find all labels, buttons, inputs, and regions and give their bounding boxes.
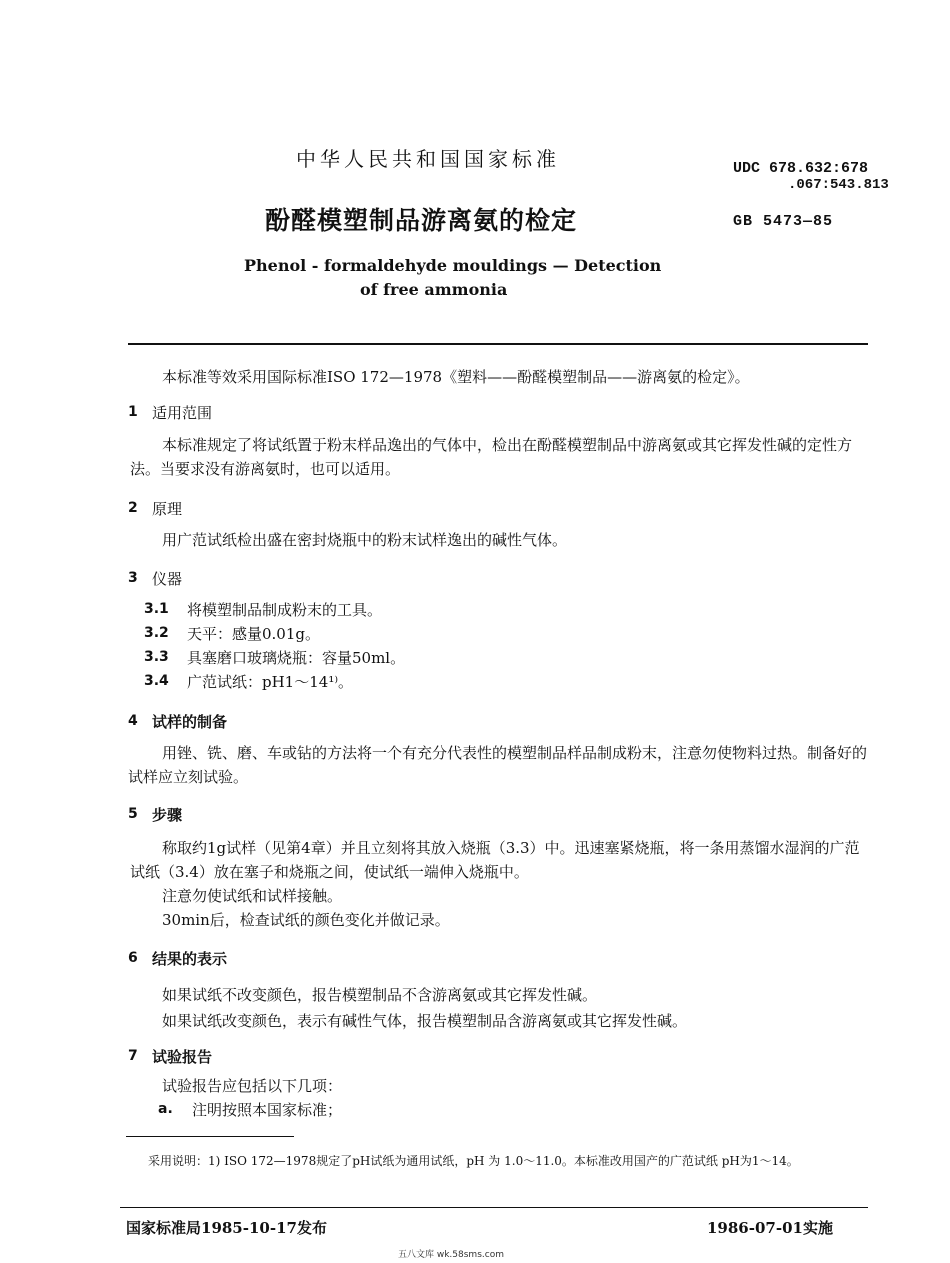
- section-1-paragraph: 本标准规定了将试纸置于粉末样品逸出的气体中，检出在酚醛模塑制品中游离氨或其它挥发性碱的定性方法。当要求没有游离氨时，也可以适用。: [130, 436, 853, 478]
- udc-code-line2: .067:543.813: [788, 177, 889, 193]
- section-7-paragraph: 试验报告应包括以下几项：: [162, 1077, 343, 1095]
- implementation-date: 1986-07-01实施: [707, 1219, 833, 1237]
- intro-paragraph: 本标准等效采用国际标准ISO 172—1978《塑料——酚醛模塑制品——游离氨的检定》。: [162, 368, 750, 386]
- item-3-4-number: 3.4: [144, 673, 169, 689]
- section-4-title: 试样的制备: [152, 713, 228, 731]
- document-title-en-line1: Phenol - formaldehyde mouldings — Detection: [244, 256, 662, 275]
- section-6-paragraph-2: 如果试纸改变颜色，表示有碱性气体，报告模塑制品含游离氨或其它挥发性碱。: [162, 1012, 688, 1030]
- document-title-cn: 酚醛模塑制品游离氨的检定: [265, 206, 578, 235]
- item-7-a-number: a.: [158, 1101, 173, 1117]
- udc-code-line1: UDC 678.632:678: [733, 160, 869, 177]
- document-title-en-line2: of free ammonia: [360, 280, 508, 299]
- footnote-divider: [126, 1136, 294, 1137]
- header-divider: [128, 343, 868, 345]
- gb-code: GB 5473—85: [733, 213, 834, 230]
- publication-date: 国家标准局1985-10-17发布: [126, 1219, 327, 1237]
- item-3-2-text: 天平：感量0.01g。: [187, 625, 321, 643]
- section-6-paragraph-1: 如果试纸不改变颜色，报告模塑制品不含游离氨或其它挥发性碱。: [162, 986, 598, 1004]
- footnote-text: 1) ISO 172—1978规定了pH试纸为通用试纸，pH 为 1.0～11.0。本标准改用国产的广范试纸 pH为1～14。: [208, 1154, 799, 1168]
- section-2-title: 原理: [152, 500, 183, 518]
- footnote: [128, 1152, 866, 1171]
- section-1-title: 适用范围: [152, 404, 213, 422]
- item-3-1-number: 3.1: [144, 601, 169, 617]
- item-3-2-number: 3.2: [144, 625, 169, 641]
- section-6-title: 结果的表示: [152, 950, 228, 968]
- item-7-a-text: 注明按照本国家标准；: [192, 1101, 343, 1119]
- section-5-number: 5: [128, 806, 138, 822]
- section-2-paragraph: 用广范试纸检出盛在密封烧瓶中的粉末试样逸出的碱性气体。: [162, 531, 568, 549]
- section-2-number: 2: [128, 500, 138, 516]
- section-3-title: 仪器: [152, 570, 183, 588]
- section-4-number: 4: [128, 713, 138, 729]
- section-7-number: 7: [128, 1048, 138, 1064]
- section-5-paragraph-2: 注意勿使试纸和试样接触。: [162, 887, 343, 905]
- section-4-paragraph: 用锉、铣、磨、车或钻的方法将一个有充分代表性的模塑制品样品制成粉末，注意勿使物料过热。制备好的试样应立刻试验。: [128, 744, 868, 786]
- country-standard-heading: 中华人民共和国国家标准: [296, 147, 560, 171]
- section-5-title: 步骤: [152, 806, 183, 824]
- section-5-paragraph-3: 30min后，检查试纸的颜色变化并做记录。: [162, 911, 450, 929]
- footnote-label: 采用说明：: [148, 1154, 209, 1168]
- section-6-number: 6: [128, 950, 138, 966]
- item-3-4-text: 广范试纸：pH1～14¹⁾。: [187, 673, 354, 691]
- watermark: 五八文库 wk.58sms.com: [398, 1250, 504, 1260]
- item-3-1-text: 将模塑制品制成粉末的工具。: [187, 601, 383, 619]
- section-1-number: 1: [128, 404, 138, 420]
- section-7-title: 试验报告: [152, 1048, 213, 1066]
- item-3-3-number: 3.3: [144, 649, 169, 665]
- item-3-3-text: 具塞磨口玻璃烧瓶：容量50ml。: [187, 649, 406, 667]
- footer-divider: [120, 1207, 868, 1208]
- section-3-number: 3: [128, 570, 138, 586]
- section-5-paragraph-1: 称取约1g试样（见第4章）并且立刻将其放入烧瓶（3.3）中。迅速塞紧烧瓶，将一条用蒸馏水湿润的广范试纸（3.4）放在塞子和烧瓶之间，使试纸一端伸入烧瓶中。: [130, 839, 860, 881]
